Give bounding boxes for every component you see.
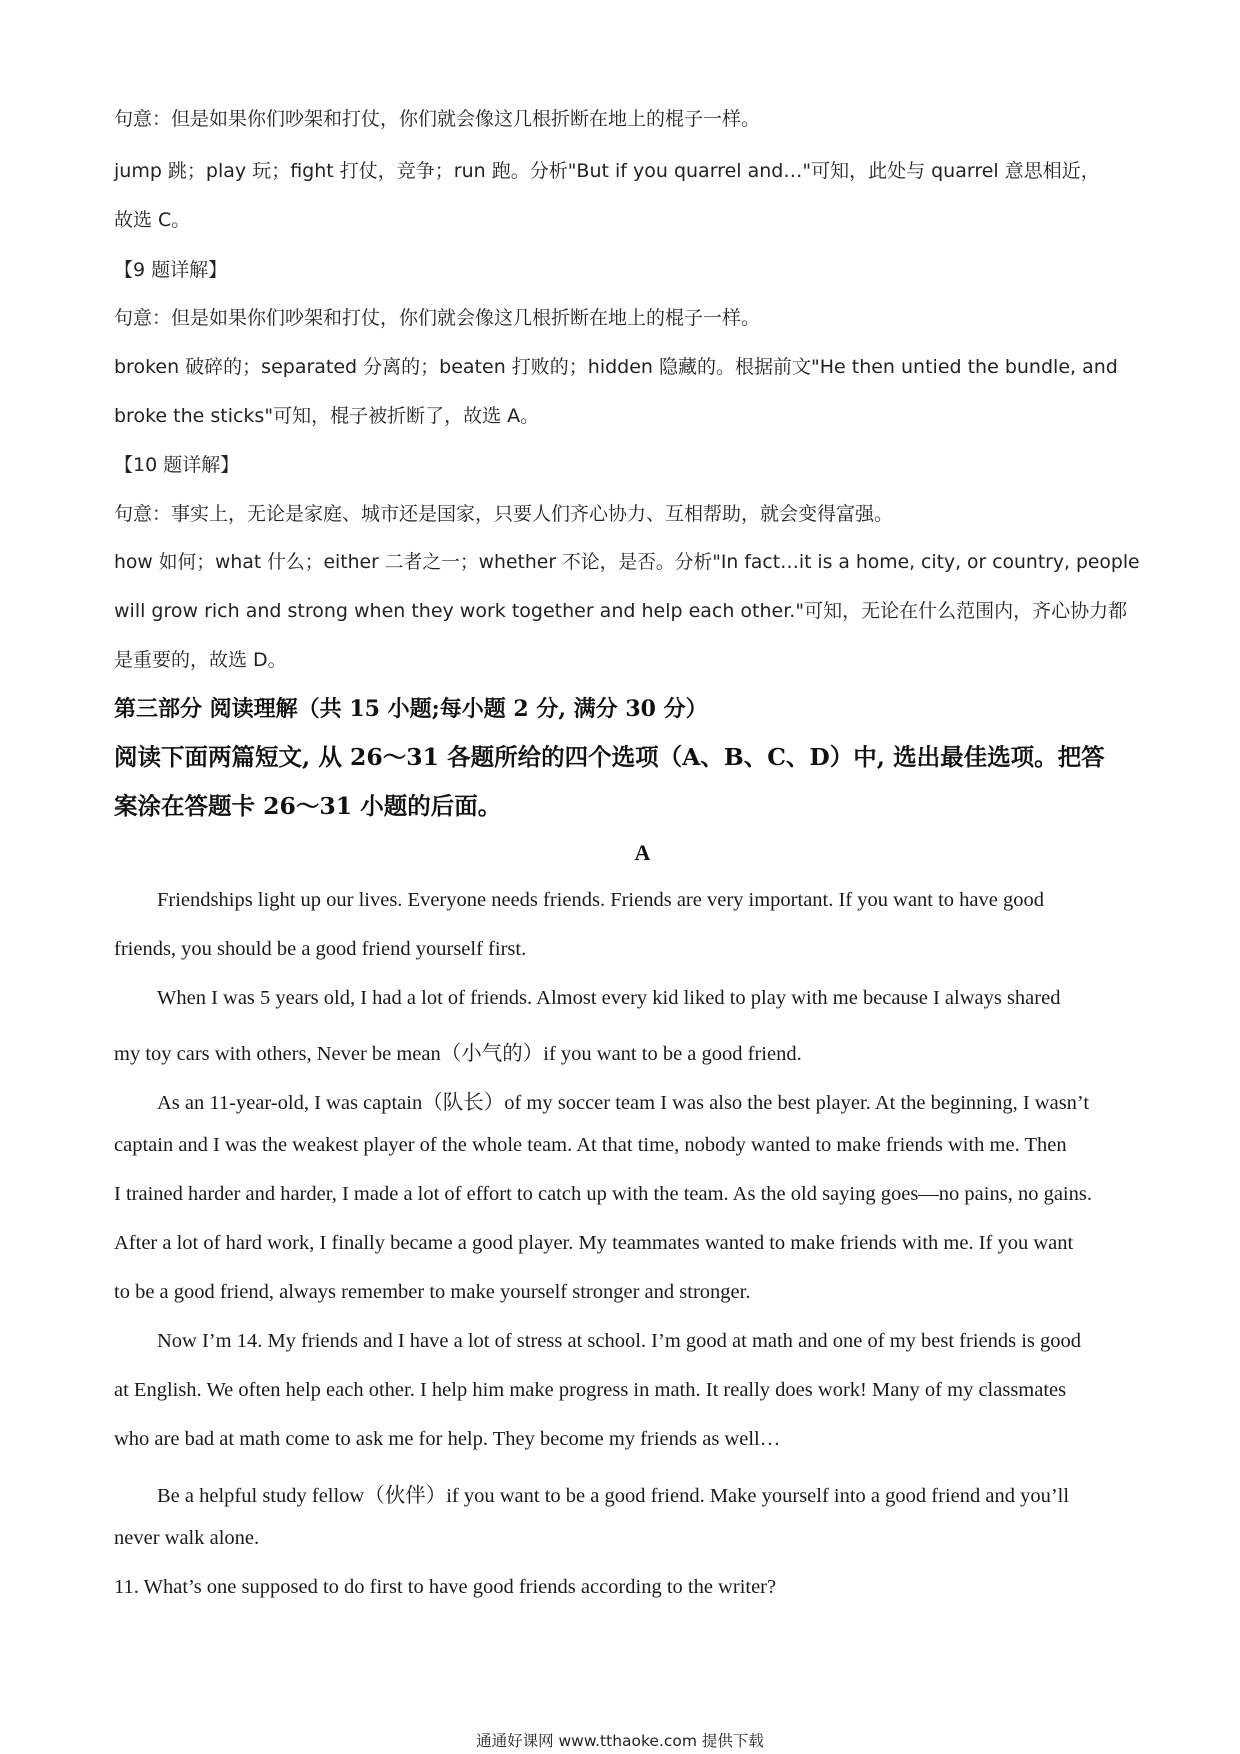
passage-p4-line-3: who are bad at math come to ask me for help. They become my friends as well… [114, 1428, 781, 1450]
passage-p3-line-5: to be a good friend, always remember to make yourself stronger and stronger. [114, 1281, 751, 1303]
q10-analysis-line-1: how 如何；what 什么；either 二者之一；whether 不论，是否。分析"In fact…it is a home, city, or country, people [114, 551, 1140, 573]
passage-label: A [634, 840, 651, 865]
passage-p4-line-2: at English. We often help each other. I help him make progress in math. It really does work! Many of my classmates [114, 1379, 1067, 1401]
q10-analysis-line-3: 是重要的，故选 D。 [114, 649, 287, 671]
passage-p1-line-1: Friendships light up our lives. Everyone needs friends. Friends are very important. If you want to have good [157, 889, 1045, 911]
q9-header: 【9 题详解】 [114, 259, 228, 281]
passage-p5-line-1: Be a helpful study fellow（伙伴）if you want to be a good friend. Make yourself into a good friend and you’ll [157, 1485, 1070, 1507]
passage-p4-line-1: Now I’m 14. My friends and I have a lot of stress at school. I’m good at math and one of my best friends is good [157, 1330, 1082, 1352]
page-footer: 通通好课网 www.tthaoke.com 提供下载 [476, 1732, 764, 1750]
section-title: 第三部分 阅读理解（共 15 小题;每小题 2 分, 满分 30 分） [114, 696, 708, 722]
q8-meaning: 句意：但是如果你们吵架和打仗，你们就会像这几根折断在地上的棍子一样。 [114, 108, 761, 130]
passage-p2-line-1: When I was 5 years old, I had a lot of friends. Almost every kid liked to play with me because I always shared [157, 987, 1061, 1009]
q10-header: 【10 题详解】 [114, 454, 240, 476]
q9-meaning: 句意：但是如果你们吵架和打仗，你们就会像这几根折断在地上的棍子一样。 [114, 307, 761, 329]
passage-p1-line-2: friends, you should be a good friend yourself first. [114, 938, 527, 960]
passage-p3-line-3: I trained harder and harder, I made a lot of effort to catch up with the team. As the old saying goes—no pains, no gains. [114, 1183, 1092, 1205]
passage-p2-line-2: my toy cars with others, Never be mean（小气的）if you want to be a good friend. [114, 1043, 802, 1065]
passage-p3-line-4: After a lot of hard work, I finally became a good player. My teammates wanted to make friends with me. If you want [114, 1232, 1074, 1254]
passage-p5-line-2: never walk alone. [114, 1527, 260, 1549]
passage-p3-line-2: captain and I was the weakest player of the whole team. At that time, nobody wanted to make friends with me. Then [114, 1134, 1067, 1156]
q8-analysis-line-2: 故选 C。 [114, 209, 191, 231]
q9-analysis-line-1: broken 破碎的；separated 分离的；beaten 打败的；hidden 隐藏的。根据前文"He then untied the bundle, and [114, 356, 1118, 378]
section-instruction-line-2: 案涂在答题卡 26～31 小题的后面。 [114, 792, 502, 820]
passage-p3-line-1: As an 11-year-old, I was captain（队长）of my soccer team I was also the best player. At the beginning, I wasn’t [157, 1092, 1090, 1114]
q10-analysis-line-2: will grow rich and strong when they work together and help each other."可知，无论在什么范围内，齐心协力都 [114, 600, 1128, 622]
q8-analysis-line-1: jump 跳；play 玩；fight 打仗，竞争；run 跑。分析"But if you quarrel and…"可知，此处与 quarrel 意思相近， [114, 160, 1100, 182]
q9-analysis-line-2: broke the sticks"可知，棍子被折断了，故选 A。 [114, 405, 540, 427]
question-11: 11. What’s one supposed to do first to have good friends according to the writer? [114, 1576, 777, 1598]
q10-meaning: 句意：事实上，无论是家庭、城市还是国家，只要人们齐心协力、互相帮助，就会变得富强。 [114, 503, 894, 525]
section-instruction-line-1: 阅读下面两篇短文, 从 26～31 各题所给的四个选项（A、B、C、D）中, 选出最佳选项。把答 [114, 743, 1105, 771]
